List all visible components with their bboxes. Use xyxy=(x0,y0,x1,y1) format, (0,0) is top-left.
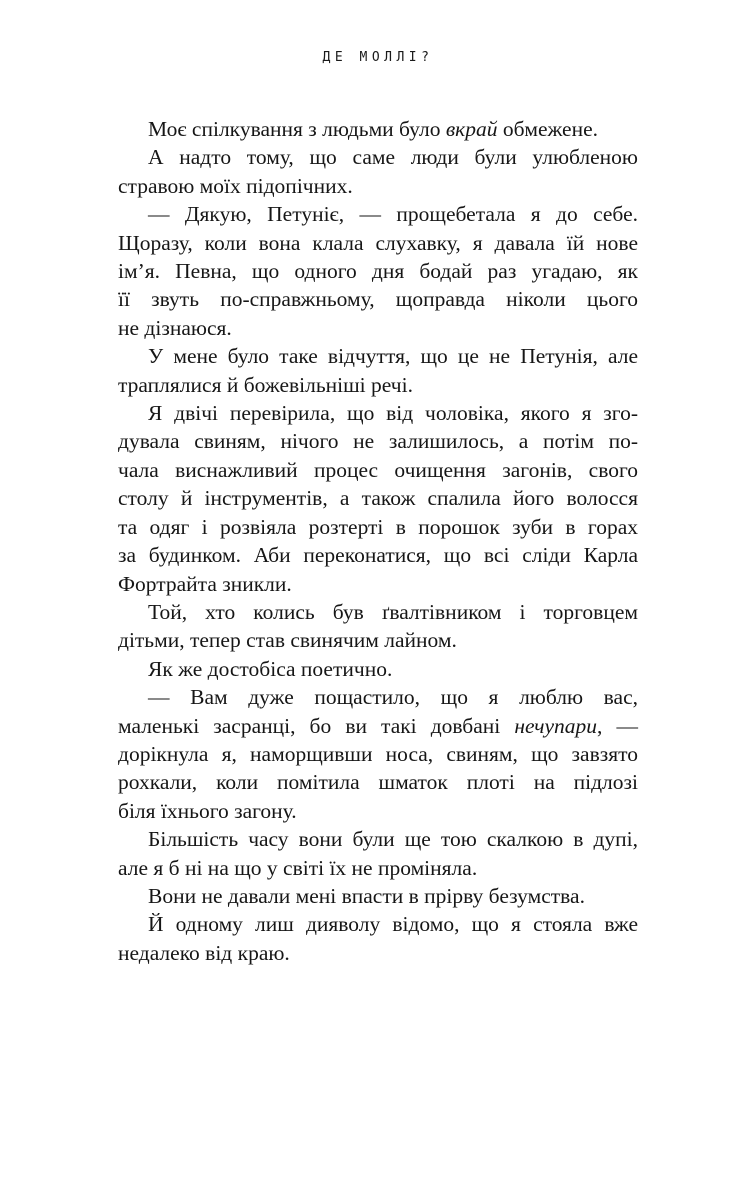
text-run: стравою моїх підопічних. xyxy=(118,173,353,198)
text-line xyxy=(118,200,638,228)
text-line xyxy=(118,910,638,938)
text-run: У мене було таке відчуття, що це не Петунія, але xyxy=(148,344,638,369)
text-run: обмежене. xyxy=(497,117,599,141)
text-run: дувала свиням, нічого не залишилось, а потім по- xyxy=(118,429,638,454)
text-line xyxy=(118,598,638,626)
text-run: , — xyxy=(597,713,638,738)
paragraph xyxy=(118,598,638,655)
text-line xyxy=(118,655,638,683)
text-line xyxy=(118,825,638,853)
text-run: Й одному лиш дияволу відомо, що я стояла вже xyxy=(148,912,638,937)
text-line xyxy=(118,456,638,484)
text-run: Моє спілкування з людьми було xyxy=(148,117,446,141)
text-run: не дізнаюся. xyxy=(118,315,232,340)
text-run: недалеко від краю. xyxy=(118,940,290,965)
emphasis-text: вкрай xyxy=(445,117,498,141)
text-line xyxy=(118,541,638,569)
text-line xyxy=(118,115,638,143)
text-line xyxy=(118,342,638,370)
text-run: Я двічі перевірила, що від чоловіка, якого я зго- xyxy=(148,401,638,426)
text-line xyxy=(118,427,638,455)
text-run: А надто тому, що саме люди були улюбленою xyxy=(148,145,638,170)
text-line xyxy=(118,797,638,825)
text-run: траплялися й божевільніші речі. xyxy=(118,372,413,397)
paragraph xyxy=(118,115,638,143)
text-line xyxy=(118,314,638,342)
paragraph xyxy=(118,882,638,910)
paragraph xyxy=(118,399,638,598)
paragraph xyxy=(118,825,638,882)
running-head: ДЕ МОЛЛІ? xyxy=(322,50,434,65)
emphasis-text: нечупари xyxy=(514,713,598,738)
paragraph xyxy=(118,200,638,342)
paragraph xyxy=(118,655,638,683)
text-line xyxy=(118,854,638,882)
text-run: — Дякую, Петуніє, — прощебетала я до себе. xyxy=(148,202,638,227)
text-run: маленькі засранці, бо ви такі довбані xyxy=(118,713,515,738)
text-line xyxy=(118,712,638,740)
text-run: Щоразу, коли вона клала слухавку, я давала їй нове xyxy=(118,230,638,255)
text-line xyxy=(118,768,638,796)
text-run: чала виснажливий процес очищення загонів, свого xyxy=(118,457,638,482)
body-text xyxy=(118,115,638,967)
text-run: її звуть по-справжньому, щоправда ніколи цього xyxy=(118,287,638,312)
text-line xyxy=(118,570,638,598)
text-line xyxy=(118,882,638,910)
paragraph xyxy=(118,342,638,399)
text-run: дітьми, тепер став свинячим лайном. xyxy=(118,628,457,653)
text-run: Фортрайта зникли. xyxy=(118,571,292,596)
text-run: ім’я. Певна, що одного дня бодай раз угадаю, як xyxy=(118,259,638,284)
text-line xyxy=(118,257,638,285)
text-line xyxy=(118,371,638,399)
text-line xyxy=(118,513,638,541)
text-line xyxy=(118,683,638,711)
paragraph xyxy=(118,143,638,200)
text-run: — Вам дуже пощастило, що я люблю вас, xyxy=(148,685,638,710)
text-run: Як же достобіса поетично. xyxy=(148,656,393,681)
text-line xyxy=(118,484,638,512)
text-line xyxy=(118,229,638,257)
text-line xyxy=(118,740,638,768)
text-run: та одяг і розвіяла розтерті в порошок зуби в горах xyxy=(118,514,638,539)
text-run: дорікнула я, наморщивши носа, свиням, що завзято xyxy=(118,741,638,766)
text-run: Більшість часу вони були ще тою скалкою в дупі, xyxy=(148,827,638,852)
text-line xyxy=(118,626,638,654)
text-run: рохкали, коли помітила шматок плоті на підлозі xyxy=(118,770,638,795)
text-line xyxy=(118,172,638,200)
text-run: Той, хто колись був ґвалтівником і торговцем xyxy=(148,599,638,624)
text-run: біля їхнього загону. xyxy=(118,798,297,823)
paragraph xyxy=(118,683,638,825)
text-run: за будинком. Аби переконатися, що всі сліди Карла xyxy=(118,543,638,568)
text-line xyxy=(118,399,638,427)
text-run: але я б ні на що у світі їх не проміняла. xyxy=(118,855,478,880)
paragraph xyxy=(118,910,638,967)
text-line xyxy=(118,143,638,171)
text-line xyxy=(118,939,638,967)
text-run: столу й інструментів, а також спалила його волосся xyxy=(118,486,638,511)
text-run: Вони не давали мені впасти в прірву безумства. xyxy=(148,883,585,908)
text-line xyxy=(118,285,638,313)
